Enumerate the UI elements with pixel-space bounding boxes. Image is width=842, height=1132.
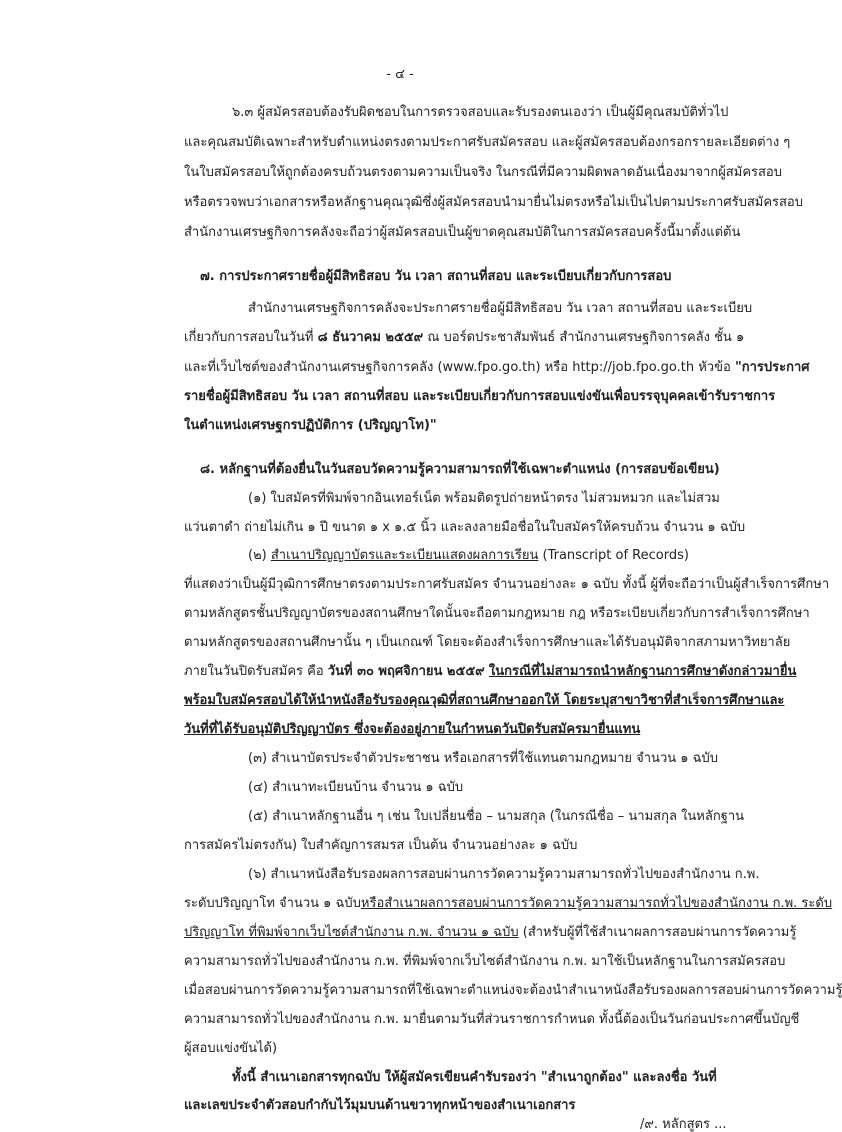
item6-line-2-pre: ระดับปริญญาโท จำนวน ๑ ฉบับ bbox=[184, 896, 361, 911]
item3: (๓) สำเนาบัตรประจำตัวประชาชน หรือเอกสารที่ใช้แทนตามกฎหมาย จำนวน ๑ ฉบับ bbox=[248, 751, 718, 766]
item4: (๔) สำเนาทะเบียนบ้าน จำนวน ๑ ฉบับ bbox=[248, 780, 464, 795]
item2-line-2: ที่แสดงว่าเป็นผู้มีวุฒิการศึกษาตรงตามประกาศรับสมัคร จำนวนอย่างละ ๑ ฉบับ ทั้งนี้ ผู้ที่จะถือว่าเป็นผู้สำเร็จการศึกษา bbox=[184, 577, 830, 592]
section6-line-1: ๖.๓ ผู้สมัครสอบต้องรับผิดชอบในการตรวจสอบและรับรองตนเองว่า เป็นผู้มีคุณสมบัติทั่วไป bbox=[232, 105, 729, 120]
item6-line-4: ความสามารถทั่วไปของสำนักงาน ก.พ. ที่พิมพ์จากเว็บไซต์สำนักงาน ก.พ. มาใช้เป็นหลักฐานในการสมัครสอบ bbox=[184, 954, 786, 969]
section7-line-4: รายชื่อผู้มีสิทธิสอบ วัน เวลา สถานที่สอบ และระเบียบเกี่ยวกับการสอบแข่งขันเพื่อบรรจุบุคคลเข้ารับราชการ bbox=[184, 389, 776, 404]
item2-line-7 bbox=[184, 723, 640, 736]
item2-line-5-emphasis: ในกรณีที่ไม่สามารถนำหลักฐานการศึกษาดังกล่าวมายื่น bbox=[488, 664, 797, 679]
note-line-2: และเลขประจำตัวสอบกำกับไว้มุมบนด้านขวาทุกหน้าของสำเนาเอกสาร bbox=[184, 1098, 576, 1113]
item6-line-3 bbox=[184, 926, 796, 939]
section7-topic-start: "การประกาศ bbox=[734, 360, 810, 375]
item6-line-2 bbox=[184, 897, 832, 910]
item6-line-3-underlined: ปริญญาโท ที่พิมพ์จากเว็บไซต์สำนักงาน ก.พ. จำนวน ๑ ฉบับ bbox=[184, 925, 519, 940]
item2-title: สำเนาปริญญาบัตรและระเบียนแสดงผลการเรียน bbox=[270, 548, 539, 563]
section7-line-2-post: ณ บอร์ดประชาสัมพันธ์ สำนักงานเศรษฐกิจการคลัง ชั้น ๑ bbox=[427, 330, 745, 345]
section7-line-1: สำนักงานเศรษฐกิจการคลังจะประกาศรายชื่อผู้มีสิทธิสอบ วัน เวลา สถานที่สอบ และระเบียบ bbox=[248, 301, 753, 316]
item6-line-1: (๖) สำเนาหนังสือรับรองผลการสอบผ่านการวัดความรู้ความสามารถทั่วไปของสำนักงาน ก.พ. bbox=[248, 867, 760, 882]
section7-line-2 bbox=[184, 331, 744, 344]
item2-line-6: พร้อมใบสมัครสอบได้ให้นำหนังสือรับรองคุณวุฒิที่สถานศึกษาออกให้ โดยระบุสาขาวิชาที่สำเร็จการศึกษาและ bbox=[184, 693, 785, 708]
item2-line-7-emphasis: วันที่ที่ได้รับอนุมัติปริญญาบัตร ซึ่งจะต้องอยู่ภายในกำหนดวันปิดรับสมัครมายื่นแทน bbox=[184, 722, 641, 737]
section7-line-3 bbox=[184, 361, 810, 374]
section7-line-2-pre: เกี่ยวกับการสอบในวันที่ bbox=[184, 330, 314, 345]
section6-line-2: และคุณสมบัติเฉพาะสำหรับตำแหน่งตรงตามประกาศรับสมัครสอบ และผู้สมัครสอบต้องกรอกรายละเอียดต่าง ๆ bbox=[184, 135, 791, 150]
announcement-date: ๘ ธันวาคม ๒๕๕๙ bbox=[317, 330, 424, 345]
item2-line-5 bbox=[184, 665, 796, 678]
section7-line-3-pre: และที่เว็บไซต์ของสำนักงานเศรษฐกิจการคลัง (www.fpo.go.th) หรือ http://job.fpo.go.th หัวข้อ bbox=[184, 360, 731, 375]
item5-line-2: การสมัครไม่ตรงกัน) ใบสำคัญการสมรส เป็นต้น จำนวนอย่างละ ๑ ฉบับ bbox=[184, 838, 578, 853]
item2-number: (๒) bbox=[248, 548, 267, 563]
item2-line-4: ตามหลักสูตรของสถานศึกษานั้น ๆ เป็นเกณฑ์ โดยจะต้องสำเร็จการศึกษาและได้รับอนุมัติจากสภามหาวิทยาลัย bbox=[184, 635, 791, 650]
page-number: - ๔ - bbox=[386, 67, 414, 82]
item1-line-2: แว่นตาดำ ถ่ายไม่เกิน ๑ ปี ขนาด ๑ x ๑.๕ นิ้ว และลงลายมือชื่อในใบสมัครให้ครบถ้วน จำนวน ๑ ฉบับ bbox=[184, 520, 746, 535]
section6-line-4: หรือตรวจพบว่าเอกสารหรือหลักฐานคุณวุฒิซึ่งผู้สมัครสอบนำมายื่นไม่ตรงหรือไม่เป็นไปตามประกาศรับสมัครสอบ bbox=[184, 195, 803, 210]
section6-line-3: ในใบสมัครสอบให้ถูกต้องครบถ้วนตรงตามความเป็นจริง ในกรณีที่มีความผิดพลาดอันเนื่องมาจากผู้สมัครสอบ bbox=[184, 165, 782, 180]
item2-transcript: (Transcript of Records) bbox=[542, 548, 689, 563]
item1-line-1: (๑) ใบสมัครที่พิมพ์จากอินเทอร์เน็ต พร้อมติดรูปถ่ายหน้าตรง ไม่สวมหมวก และไม่สวม bbox=[248, 491, 720, 506]
closing-date: วันที่ ๓๐ พฤศจิกายน ๒๕๕๙ bbox=[327, 664, 485, 679]
item2-line-5-pre: ภายในวันปิดรับสมัคร คือ bbox=[184, 664, 324, 679]
item2-line-3: ตามหลักสูตรชั้นปริญญาบัตรของสถานศึกษาใดนั้นจะถือตามกฎหมาย กฎ หรือระเบียบเกี่ยวกับการสำเร็จการศึกษา bbox=[184, 606, 810, 621]
item6-line-3-post: (สำหรับผู้ที่ใช้สำเนาผลการสอบผ่านการวัดความรู้ bbox=[522, 925, 797, 940]
item6-line-5: เมื่อสอบผ่านการวัดความรู้ความสามารถที่ใช้เฉพาะตำแหน่งจะต้องนำสำเนาหนังสือรับรองผลการสอบผ่านการวัดความรู้ bbox=[184, 983, 842, 998]
section7-heading: ๗. การประกาศรายชื่อผู้มีสิทธิสอบ วัน เวลา สถานที่สอบ และระเบียบเกี่ยวกับการสอบ bbox=[200, 269, 672, 284]
item5-line-1: (๕) สำเนาหลักฐานอื่น ๆ เช่น ใบเปลี่ยนชื่อ – นามสกุล (ในกรณีชื่อ – นามสกุล ในหลักฐาน bbox=[248, 809, 745, 824]
note-line-1: ทั้งนี้ สำเนาเอกสารทุกฉบับ ให้ผู้สมัครเขียนคำรับรองว่า "สำเนาถูกต้อง" และลงชื่อ วันที่ bbox=[232, 1070, 717, 1085]
section8-heading: ๘. หลักฐานที่ต้องยื่นในวันสอบวัดความรู้ความสามารถที่ใช้เฉพาะตำแหน่ง (การสอบข้อเขียน) bbox=[200, 462, 720, 477]
section6-line-5: สำนักงานเศรษฐกิจการคลังจะถือว่าผู้สมัครสอบเป็นผู้ขาดคุณสมบัติในการสมัครสอบครั้งนี้มาตั้งแต่ต้น bbox=[184, 225, 741, 240]
continuation-marker: /๙. หลักสูตร ... bbox=[640, 1117, 727, 1132]
item2-line-1 bbox=[248, 549, 689, 562]
section7-line-5: ในตำแหน่งเศรษฐกรปฏิบัติการ (ปริญญาโท)" bbox=[184, 418, 437, 433]
item6-line-7: ผู้สอบแข่งขันได้) bbox=[184, 1041, 278, 1056]
item6-line-6: ความสามารถทั่วไปของสำนักงาน ก.พ. มายื่นตามวันที่ส่วนราชการกำหนด ทั้งนี้ต้องเป็นวันก่อนประกาศขึ้นบัญชี bbox=[184, 1012, 800, 1027]
item6-line-2-underlined: หรือสำเนาผลการสอบผ่านการวัดความรู้ความสามารถทั่วไปของสำนักงาน ก.พ. ระดับ bbox=[360, 896, 833, 911]
